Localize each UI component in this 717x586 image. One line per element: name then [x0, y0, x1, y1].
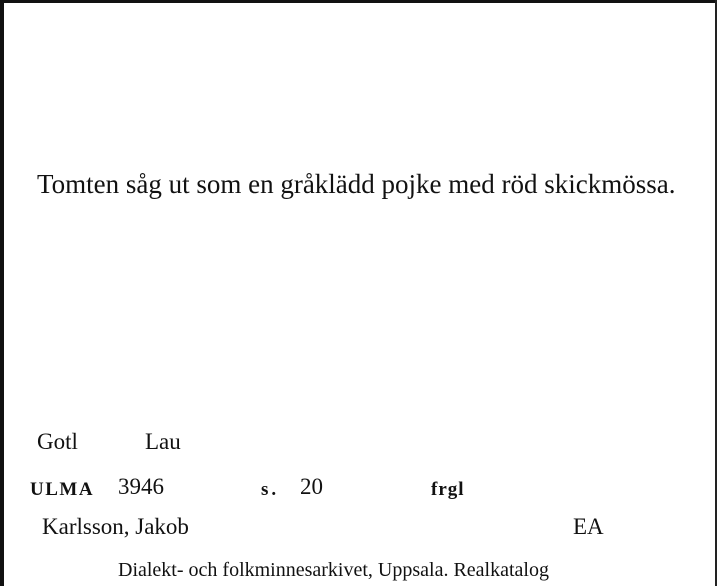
collector-initials: EA [573, 514, 604, 539]
page-label: s. [261, 479, 280, 500]
subject-code: frgl [431, 479, 465, 500]
county-label: Gotl [37, 429, 78, 454]
archive-code: ULMA [30, 479, 95, 500]
card-left-border [0, 0, 4, 586]
archive-footer: Dialekt- och folkminnesarkivet, Uppsala. Realkatalog [118, 559, 549, 581]
record-number: 3946 [118, 474, 164, 499]
informant-name: Karlsson, Jakob [42, 514, 189, 539]
card-top-border [0, 0, 717, 3]
card-main-text: Tomten såg ut som en gråklädd pojke med röd skickmössa. [37, 169, 676, 199]
parish-label: Lau [145, 429, 181, 454]
page-number: 20 [300, 474, 323, 499]
